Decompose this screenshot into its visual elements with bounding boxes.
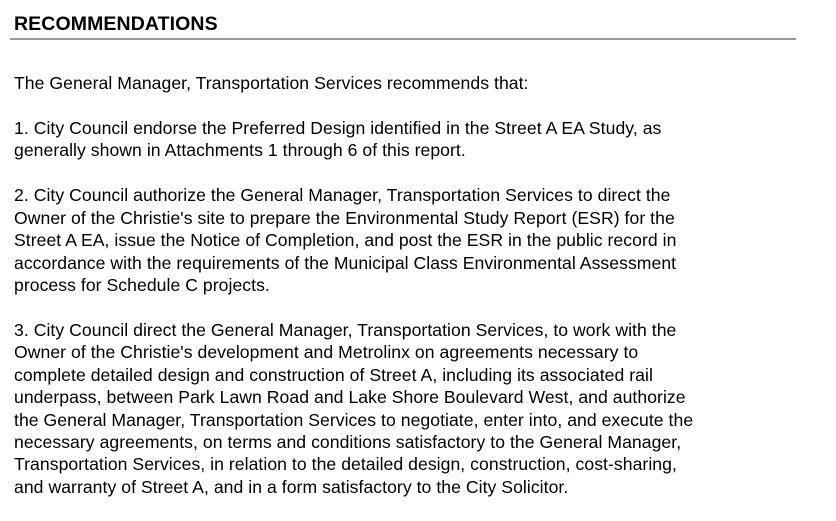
text-line: 3. City Council direct the General Manager, Transportation Services, to work with the	[14, 320, 677, 341]
text-line: and warranty of Street A, and in a form satisfactory to the City Solicitor.	[14, 476, 569, 497]
text-line: 1. City Council endorse the Preferred Design identified in the Street A EA Study, as	[14, 118, 662, 138]
text-line: 2. City Council authorize the General Manager, Transportation Services to direct the	[14, 185, 671, 206]
text-line: Owner of the Christie's development and Metrolinx on agreements necessary to	[14, 342, 639, 363]
recommendations-body	[14, 72, 814, 521]
recommendation-2	[14, 184, 814, 296]
text-line: underpass, between Park Lawn Road and Lake Shore Boulevard West, and authorize	[14, 387, 686, 408]
text-line: accordance with the requirements of the Municipal Class Environmental Assessment	[14, 252, 677, 273]
recommendation-1	[14, 117, 814, 162]
text-line: process for Schedule C projects.	[14, 275, 270, 296]
text-line: necessary agreements, on terms and conditions satisfactory to the General Manager,	[14, 432, 682, 453]
text-line: Transportation Services, in relation to the detailed design, construction, cost-sharing,	[14, 454, 677, 475]
text-line: the General Manager, Transportation Services to negotiate, enter into, and execute the	[14, 409, 694, 430]
document-page	[14, 0, 814, 497]
section-heading: RECOMMENDATIONS	[14, 13, 218, 35]
intro-paragraph: The General Manager, Transportation Services recommends that:	[14, 73, 529, 93]
text-line: Owner of the Christie's site to prepare the Environmental Study Report (ESR) for the	[14, 207, 675, 228]
text-line: complete detailed design and construction of Street A, including its associated rail	[14, 364, 653, 385]
text-line: generally shown in Attachments 1 through 6 of this report.	[14, 140, 466, 161]
heading-divider	[10, 38, 796, 40]
recommendation-3	[14, 319, 814, 498]
text-line: Street A EA, issue the Notice of Completion, and post the ESR in the public record in	[14, 230, 677, 251]
